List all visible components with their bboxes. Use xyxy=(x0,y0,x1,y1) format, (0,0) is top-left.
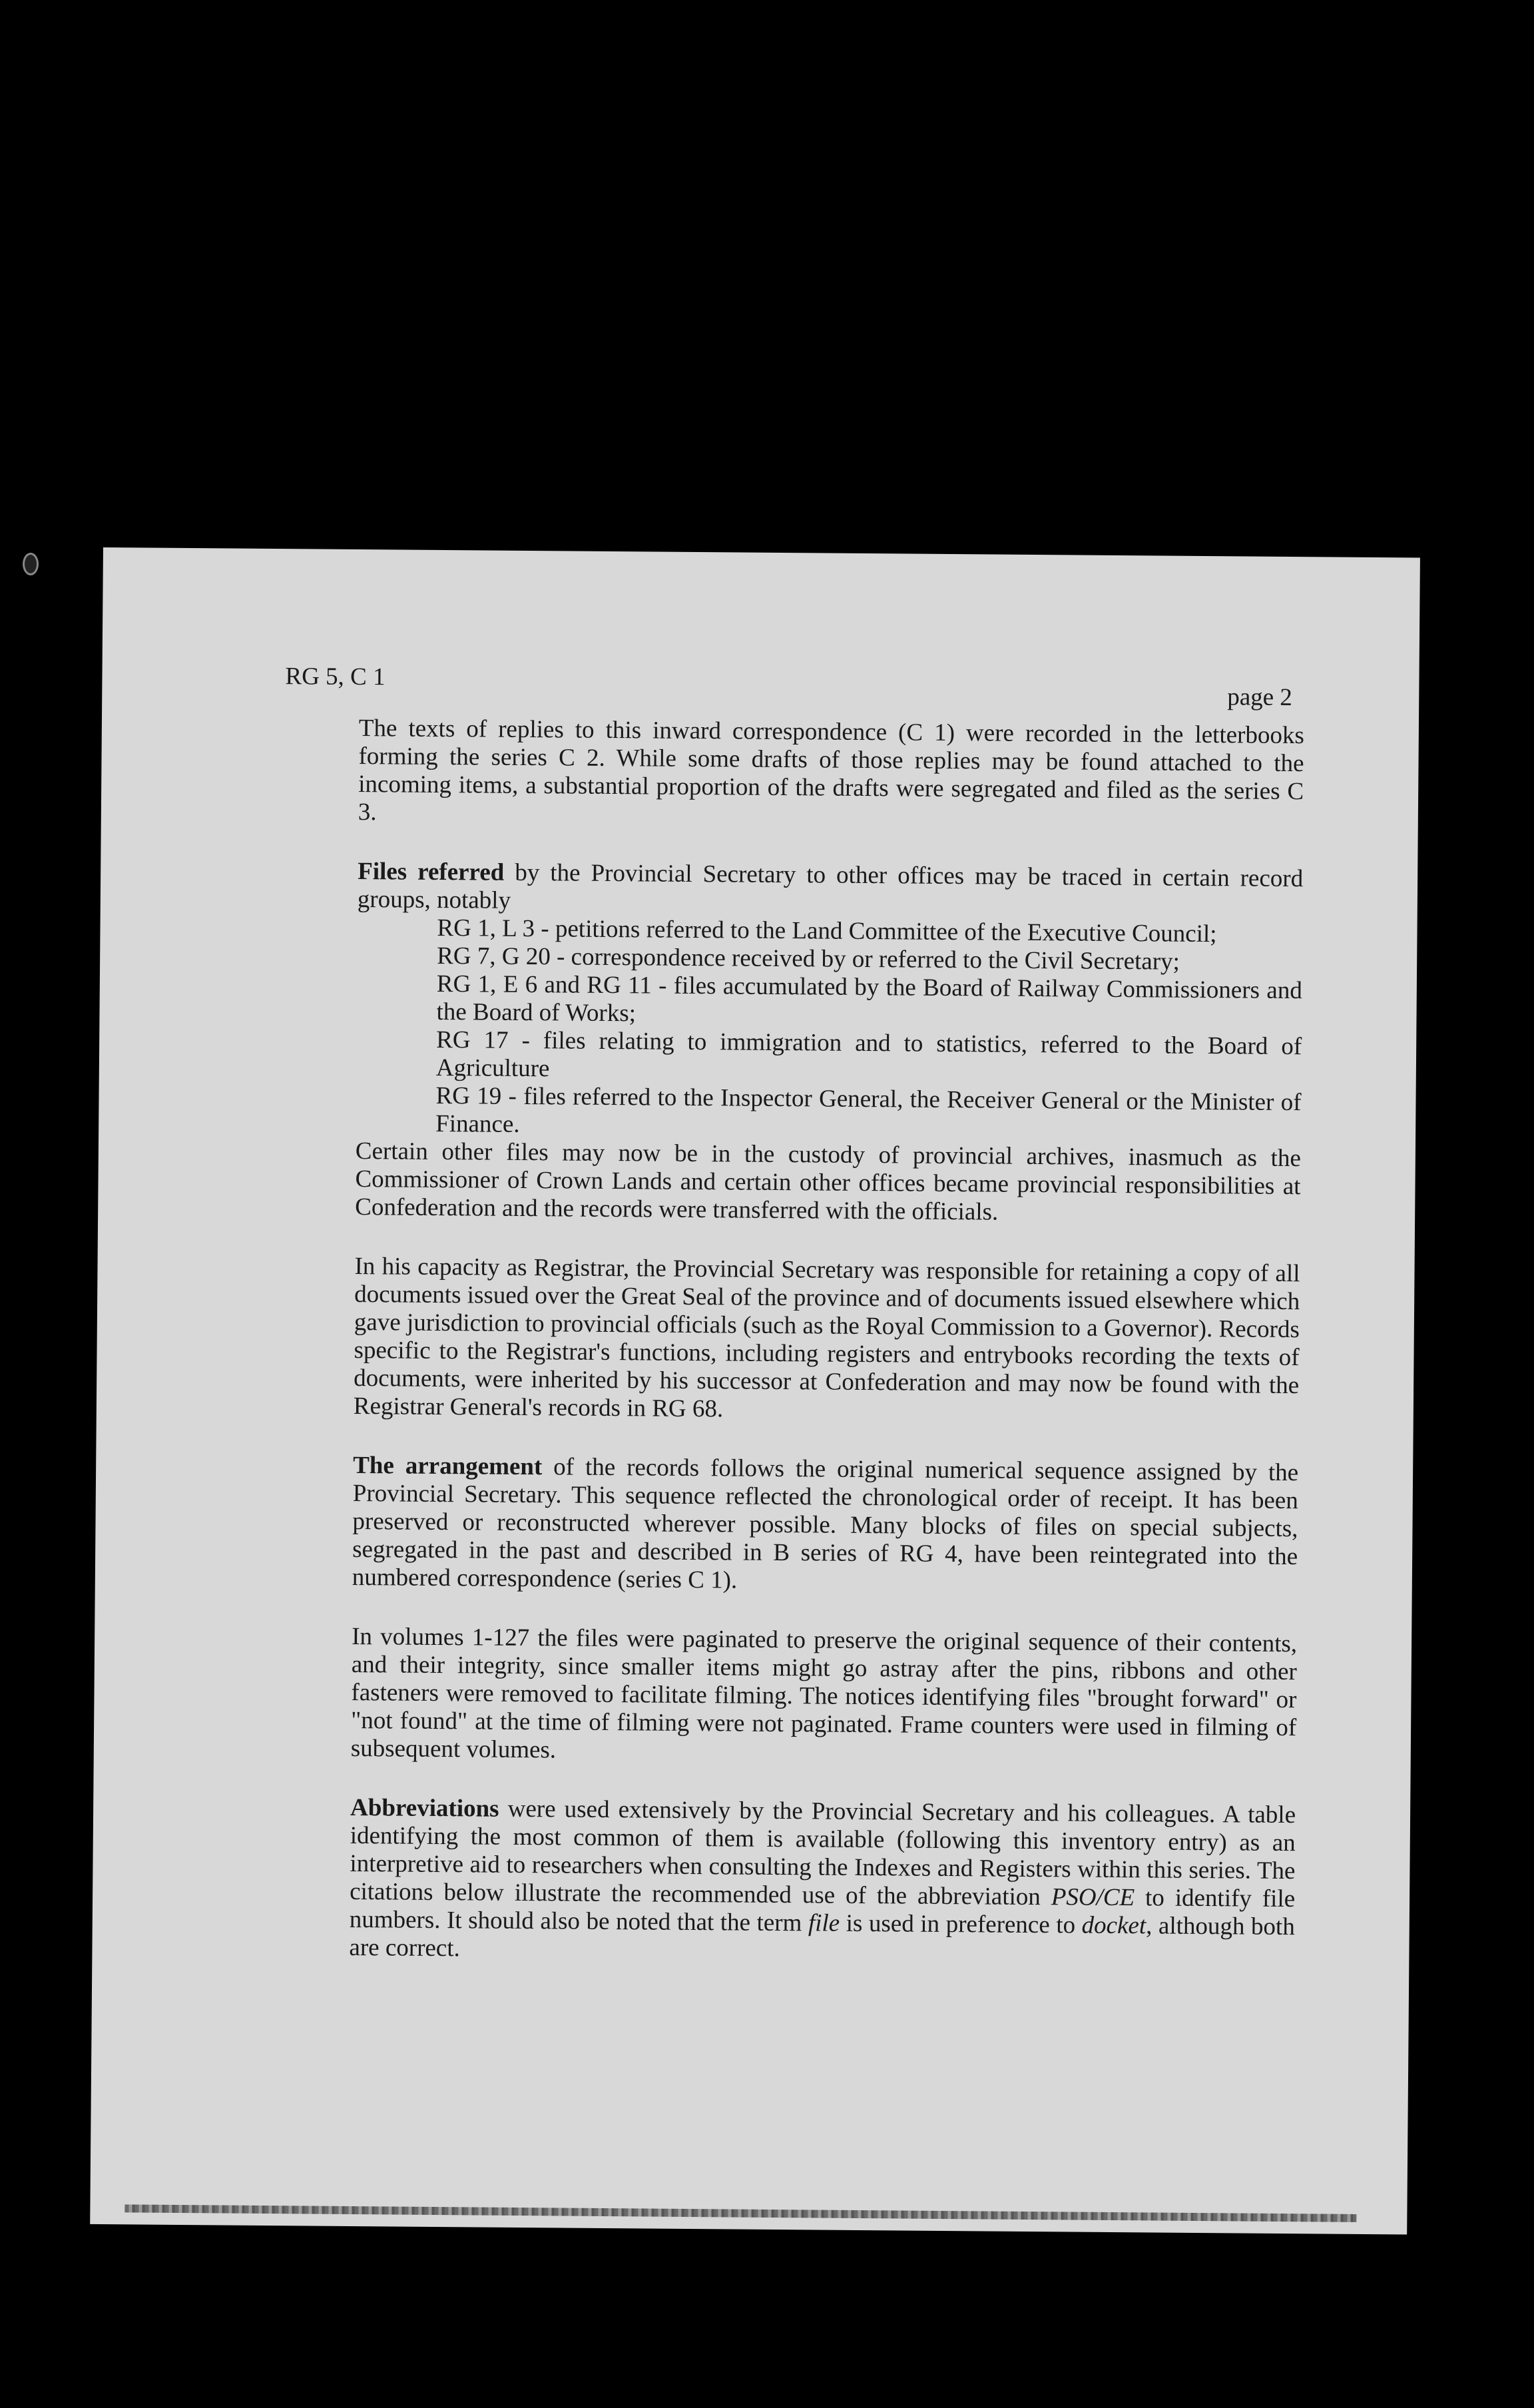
list-item: RG 19 - files referred to the Inspector General, the Receiver General or the Minister of Finance. xyxy=(435,1081,1302,1138)
paragraph-registrar: In his capacity as Registrar, the Provincial Secretary was responsible for retaining a copy of all documents issued over the Great Seal of the province and of documents issued elsewhere which gave jurisdiction to provincial officials (such as the Royal Commission to a Governor). Records specific to the Registrar's functions, including registers and entrybooks recording the texts of documents, were inherited by his successor at Confederation and may now be found with the Registrar General's records in RG 68. xyxy=(353,1252,1300,1423)
abbreviations-text-4: , although both are correct. xyxy=(349,1912,1295,1962)
scan-speck xyxy=(23,553,39,575)
abbreviation-term: PSO/CE xyxy=(1051,1883,1135,1912)
paragraph-arrangement xyxy=(352,1452,1299,1599)
term-file: file xyxy=(808,1909,840,1937)
paragraph-pagination: In volumes 1-127 the files were paginated to preserve the original sequence of their contents, and their integrity, since smaller items might go astray after the pins, ribbons and other fasteners were removed to facilitate filming. The notices identifying files "brought forward" or "not found" at the time of filming were not paginated. Frame counters were used in filming of subsequent volumes. xyxy=(350,1622,1298,1764)
lead-arrangement: The arrangement xyxy=(353,1451,543,1481)
paragraph-replies: The texts of replies to this inward correspondence (C 1) were recorded in the letterbooks forming the series C 2. While some drafts of those replies may be found attached to the incoming items, a substantial proportion of the drafts were segregated and filed as the series C 3. xyxy=(358,715,1304,826)
list-item: RG 7, G 20 - correspondence received by or referred to the Civil Secretary; xyxy=(437,942,1180,976)
term-docket: docket xyxy=(1081,1911,1147,1940)
document-page xyxy=(90,547,1420,2234)
lead-abbreviations: Abbreviations xyxy=(350,1793,499,1823)
record-reference: RG 5, C 1 xyxy=(285,663,385,691)
list-item: RG 1, L 3 - petitions referred to the Land Committee of the Executive Council; xyxy=(437,914,1217,948)
list-item: RG 17 - files relating to immigration and to statistics, referred to the Board of Agriculture xyxy=(435,1026,1302,1083)
page-number: page 2 xyxy=(1227,683,1293,712)
paragraph-abbreviations xyxy=(349,1794,1296,1969)
lead-files-referred: Files referred xyxy=(358,858,505,886)
page-bottom-edge xyxy=(125,2204,1356,2222)
abbreviations-text-1: were used extensively by the Provincial Secretary and his colleagues. A table identifying the most common of them is available (following this inventory entry) as an interpretive aid to researchers when consulting the Indexes and Registers within this series. The citations below illustrate the recommended use of the abbreviation xyxy=(349,1795,1296,1911)
paragraph-files-referred xyxy=(358,858,1304,921)
files-referred-text: by the Provincial Secretary to other offices may be traced in certain record groups, notably xyxy=(357,858,1304,914)
list-item: RG 1, E 6 and RG 11 - files accumulated by the Board of Railway Commissioners and the Board of Works; xyxy=(436,970,1302,1028)
paragraph-provincial-archives: Certain other files may now be in the custody of provincial archives, inasmuch as the Commissioner of Crown Lands and certain other offices became provincial responsibilities at Confederation and the records were transferred with the officials. xyxy=(355,1137,1302,1226)
abbreviations-text-2: to identify file numbers. It should also be noted that the term xyxy=(349,1884,1296,1937)
arrangement-text: of the records follows the original numerical sequence assigned by the Provincial Secretary. This sequence reflected the chronological order of receipt. It has been preserved or reconstructed wherever possible. Many blocks of files on special subjects, segregated in the past and described in B series of RG 4, have been reintegrated into the numbered correspondence (series C 1). xyxy=(352,1453,1299,1594)
document-body xyxy=(349,715,1304,2000)
abbreviations-text-3: is used in preference to xyxy=(840,1909,1082,1939)
